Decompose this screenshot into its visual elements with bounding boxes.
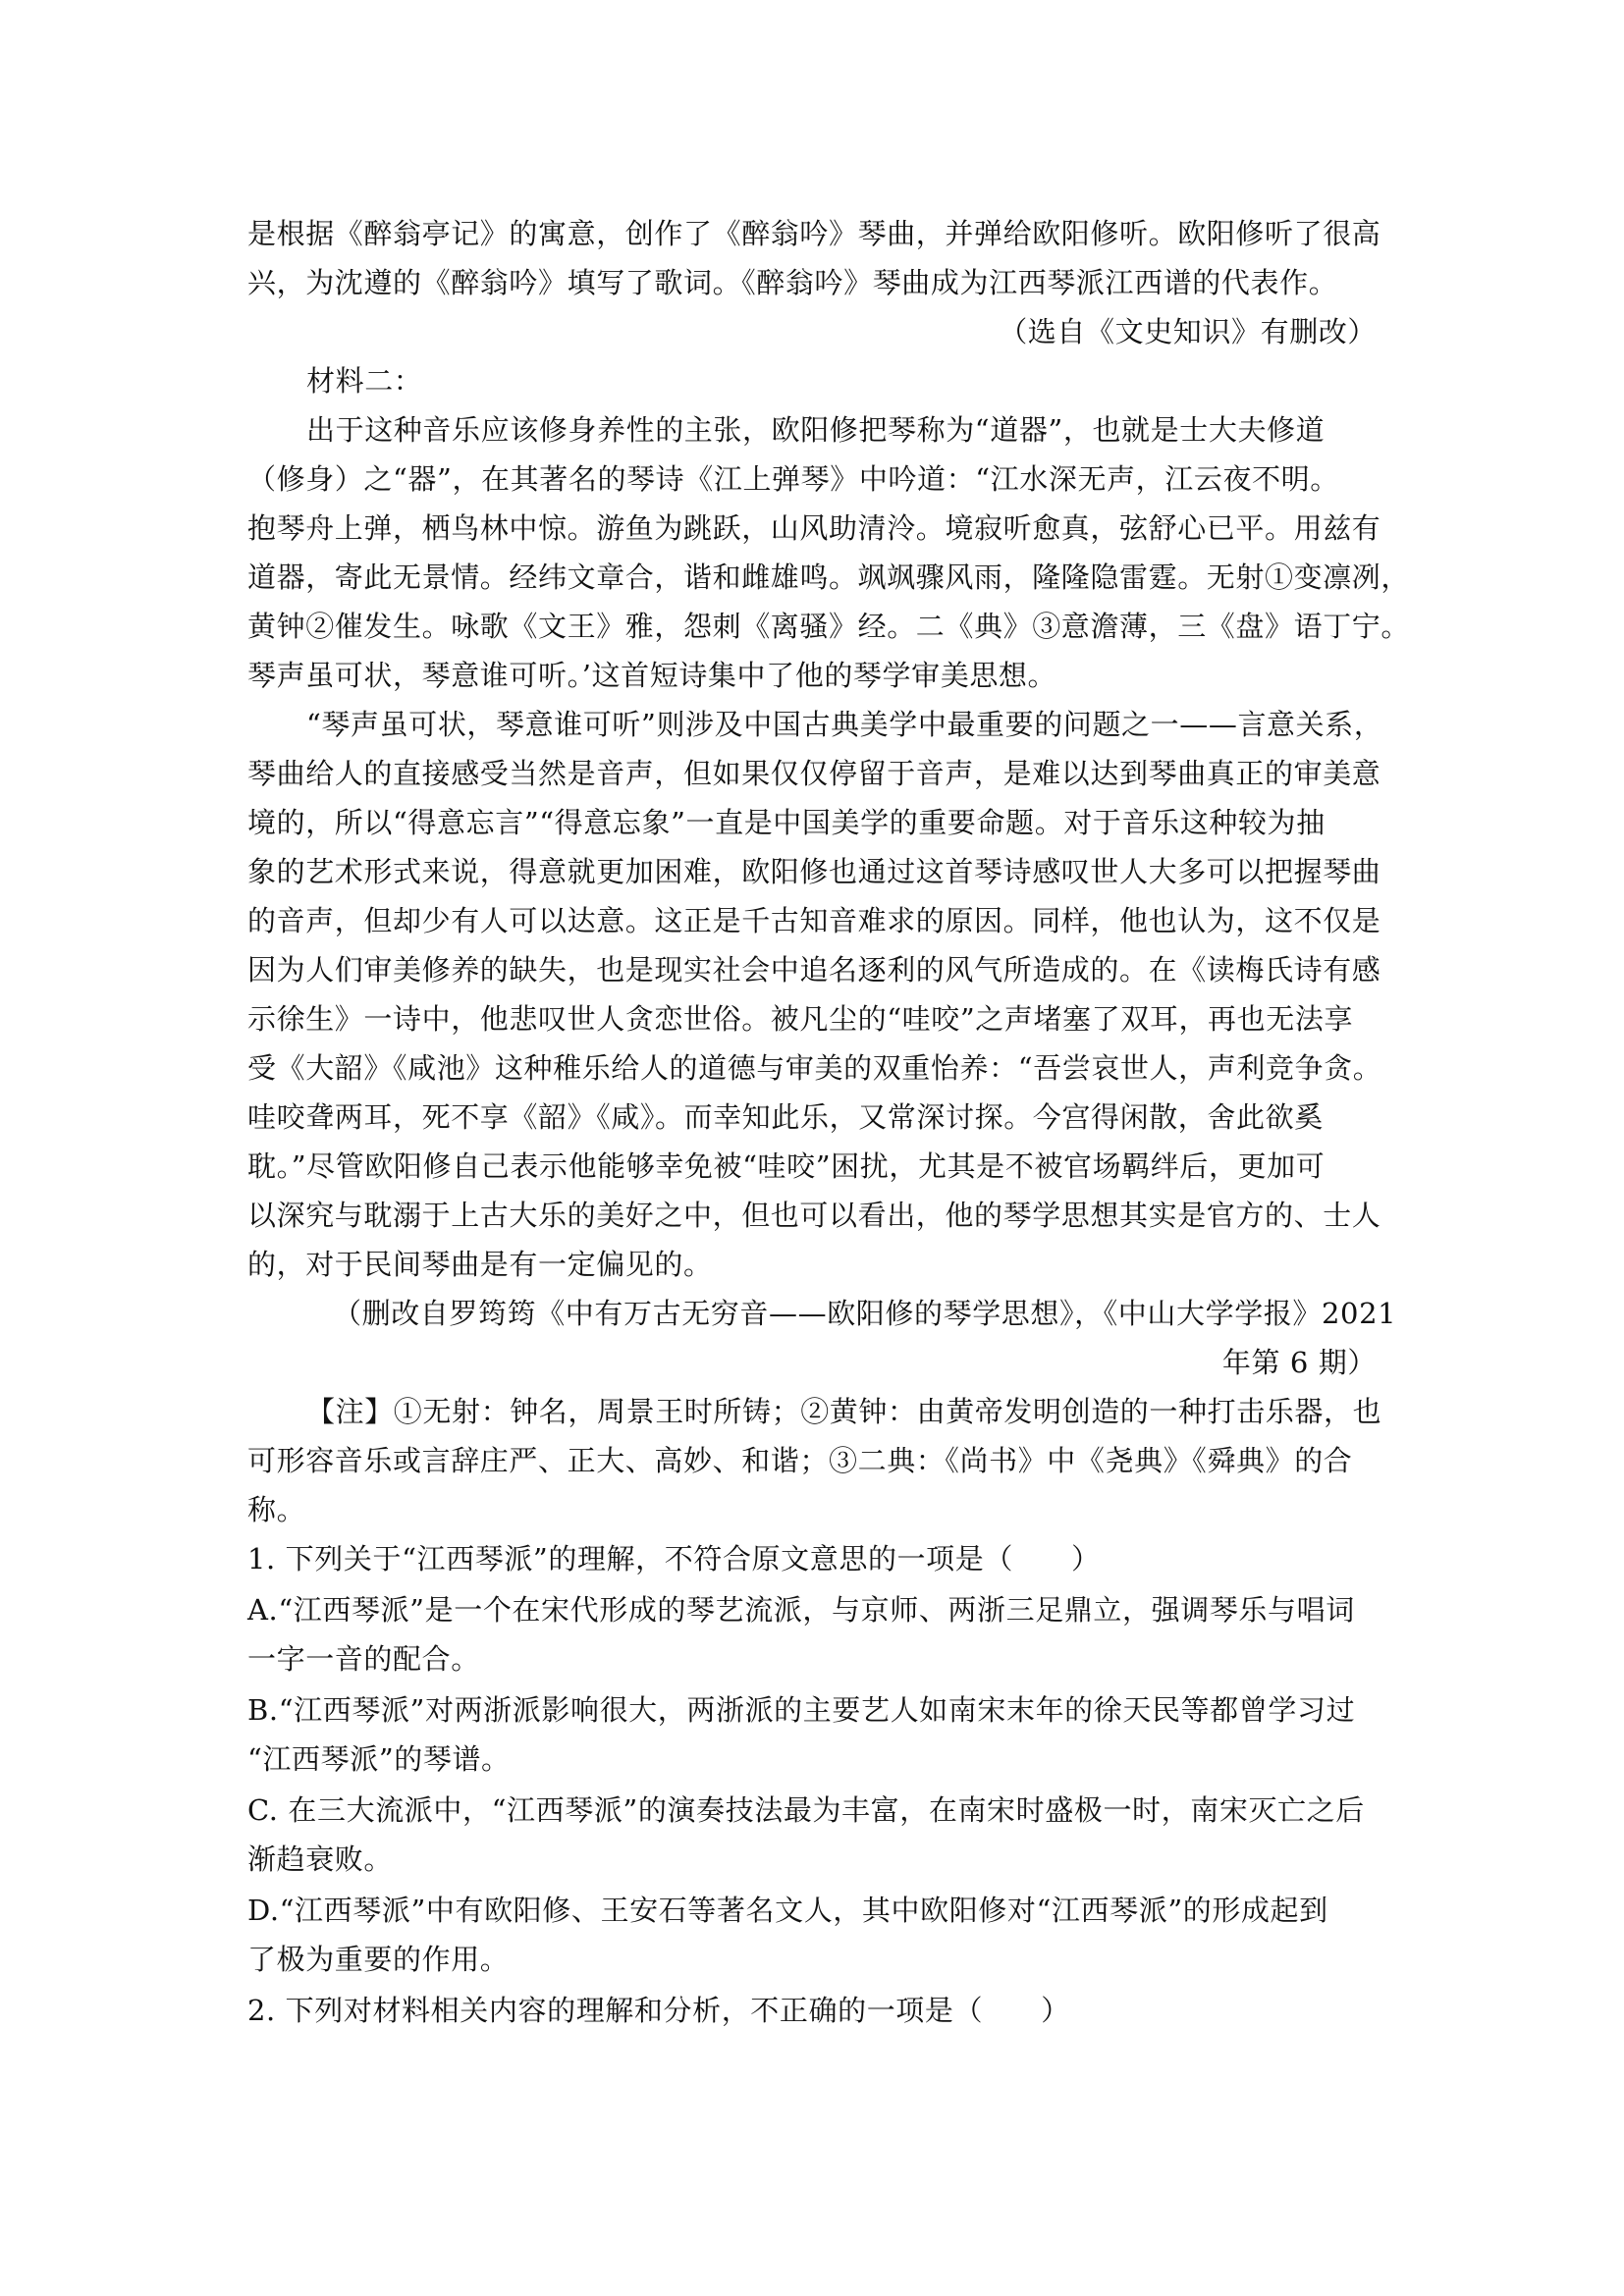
question-1-option-b: B.“江西琴派”对两浙派影响很大，两浙派的主要艺人如南宋末年的徐天民等都曾学习过 — [247, 1693, 1356, 1727]
material2-source-line-2: 年第 6 期） — [1221, 1346, 1377, 1379]
para2-line: 受《大韶》《咸池》这种稚乐给人的道德与审美的双重怡养：“吾尝哀世人，声利竞争贪。 — [247, 1051, 1382, 1085]
para2-line: 示徐生》一诗中，他悲叹世人贪恋世俗。被凡尘的“哇咬”之声堵塞了双耳，再也无法享 — [247, 1002, 1354, 1036]
intro-line-1: 是根据《醉翁亭记》的寓意，创作了《醉翁吟》琴曲，并弹给欧阳修听。欧阳修听了很高 — [247, 217, 1381, 250]
para1-line: 出于这种音乐应该修身养性的主张，欧阳修把琴称为“道器”，也就是士大夫修道 — [306, 413, 1326, 447]
material2-heading: 材料二： — [306, 364, 423, 398]
material2-source-line-1: （删改自罗筠筠《中有万古无穷音——欧阳修的琴学思想》，《中山大学学报》2021 — [333, 1297, 1397, 1330]
para2-line: 境的，所以“得意忘言”“得意忘象”一直是中国美学的重要命题。对于音乐这种较为抽 — [247, 806, 1326, 839]
para2-line: 以深究与耽溺于上古大乐的美好之中，但也可以看出，他的琴学思想其实是官方的、士人 — [247, 1199, 1381, 1232]
question-1-option-a: A.“江西琴派”是一个在宋代形成的琴艺流派，与京师、两浙三足鼎立，强调琴乐与唱词 — [247, 1593, 1355, 1627]
para2-line: 耽。”尽管欧阳修自己表示他能够幸免被“哇咬”困扰，尤其是不被官场羁绊后，更加可 — [247, 1149, 1326, 1183]
para2-line: 哇咬聋两耳，死不享《韶》《咸》。而幸知此乐，又常深讨探。今宫得闲散，舍此欲奚 — [247, 1100, 1324, 1134]
question-1-option-c: C. 在三大流派中，“江西琴派”的演奏技法最为丰富，在南宋时盛极一时，南宋灭亡之后 — [247, 1793, 1365, 1827]
question-2-stem: 2. 下列对材料相关内容的理解和分析，不正确的一项是（ ） — [247, 1994, 1070, 2027]
para2-line: 琴曲给人的直接感受当然是音声，但如果仅仅停留于音声，是难以达到琴曲真正的审美意 — [247, 757, 1381, 790]
material1-source: （选自《文史知识》有删改） — [999, 315, 1377, 348]
notes-line: 称。 — [247, 1493, 306, 1526]
question-1-option-a-cont: 一字一音的配合。 — [247, 1642, 480, 1676]
para1-line: （修身）之“器”，在其著名的琴诗《江上弹琴》中吟道：“江水深无声，江云夜不明。 — [247, 462, 1339, 496]
para2-line: 因为人们审美修养的缺失，也是现实社会中追名逐利的风气所造成的。在《读梅氏诗有感 — [247, 953, 1381, 987]
notes-line: 可形容音乐或言辞庄严、正大、高妙、和谐；③二典：《尚书》中《尧典》《舜典》的合 — [247, 1444, 1353, 1477]
para1-line: 琴声虽可状，琴意谁可听。’这首短诗集中了他的琴学审美思想。 — [247, 659, 1057, 692]
para2-line: 的，对于民间琴曲是有一定偏见的。 — [247, 1248, 713, 1281]
notes-line: 【注】①无射：钟名，周景王时所铸；②黄钟：由黄帝发明创造的一种打击乐器，也 — [306, 1395, 1382, 1428]
para2-line: 象的艺术形式来说，得意就更加困难，欧阳修也通过这首琴诗感叹世人大多可以把握琴曲 — [247, 855, 1381, 888]
para2-line: 的音声，但却少有人可以达意。这正是千古知音难求的原因。同样，他也认为，这不仅是 — [247, 904, 1381, 937]
para1-line: 抱琴舟上弹，栖鸟林中惊。游鱼为跳跃，山风助清泠。境寂听愈真，弦舒心已平。用兹有 — [247, 511, 1381, 545]
intro-line-2: 兴，为沈遵的《醉翁吟》填写了歌词。《醉翁吟》琴曲成为江西琴派江西谱的代表作。 — [247, 266, 1338, 299]
para2-line: “琴声虽可状，琴意谁可听”则涉及中国古典美学中最重要的问题之一——言意关系， — [306, 708, 1383, 741]
question-1-stem: 1. 下列关于“江西琴派”的理解，不符合原文意思的一项是（ ） — [247, 1542, 1101, 1575]
question-1-option-c-cont: 渐趋衰败。 — [247, 1842, 394, 1876]
question-1-option-b-cont: “江西琴派”的琴谱。 — [247, 1742, 511, 1776]
question-1-option-d-cont: 了极为重要的作用。 — [247, 1943, 510, 1976]
para1-line: 道器，寄此无景情。经纬文章合，谐和雌雄鸣。飒飒骤风雨，隆隆隐雷霆。无射①变凛冽， — [247, 561, 1411, 594]
para1-line: 黄钟②催发生。咏歌《文王》雅，怨刺《离骚》经。二《典》③意澹薄，三《盘》语丁宁。 — [247, 610, 1411, 643]
question-1-option-d: D.“江西琴派”中有欧阳修、王安石等著名文人，其中欧阳修对“江西琴派”的形成起到 — [247, 1894, 1328, 1927]
